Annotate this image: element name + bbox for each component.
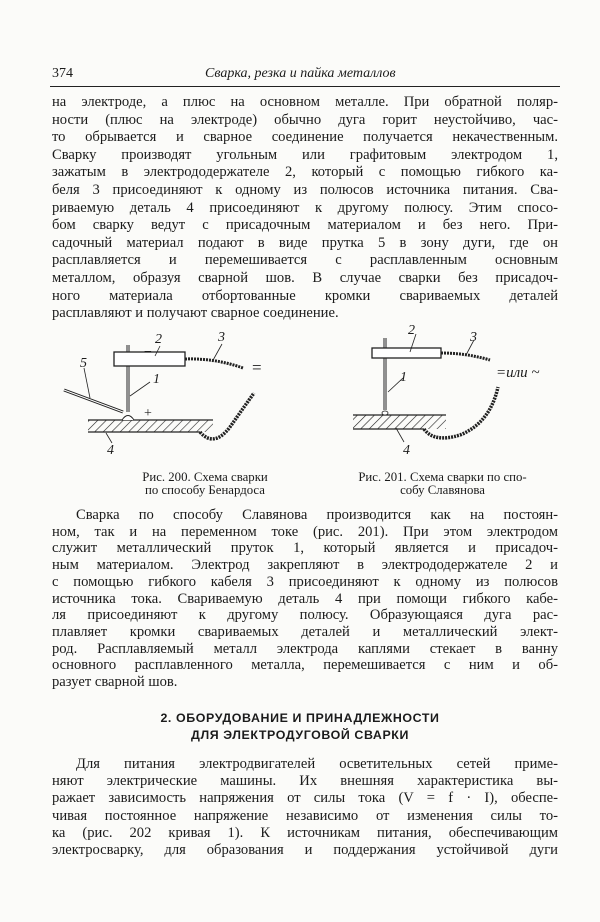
text-line: ля присоединяют к другому полюсу. Образующаяся дуга рас- [52, 607, 558, 624]
dc-or-ac-symbol: =или ~ [496, 365, 540, 381]
text-line: ности (плюс на электроде) обычно дуга горит неустойчиво, час- [52, 111, 558, 128]
text-line: беля 3 присоединяют к одному из полюсов источника питания. Сва- [52, 182, 558, 198]
text-line: садочный материал подают в виде прутка 5 в зону дуги, где он [52, 234, 558, 251]
figure-200-caption [120, 471, 290, 497]
text-line: источника тока. Свариваемую деталь 4 при помощи гибкого кабе- [52, 590, 558, 607]
text-line: род. Расплавляемый металл электрода каплями стекает в ванну [52, 640, 558, 657]
caption-line: по способу Бенардоса [145, 483, 265, 497]
figure-201-caption [340, 471, 545, 497]
label-1: 1 [153, 372, 160, 387]
section-heading-line-2: ДЛЯ ЭЛЕКТРОДУГОВОЙ СВАРКИ [191, 728, 409, 742]
text-line: няют электрические машины. Их внешняя характеристика вы- [52, 773, 558, 790]
text-line: плавляет кромки свариваемых деталей и металлический элект- [52, 623, 558, 640]
label-4: 4 [403, 443, 410, 458]
text-line: металлом, образуя сварной шов. В случае сварки без присадоч- [52, 270, 558, 286]
cable [185, 359, 243, 368]
text-line: служит металлический пруток 1, который является и присадоч- [52, 540, 558, 557]
label-2: 2 [408, 323, 415, 338]
text-line: ным материалом. Электрод закрепляют в электрододержателе 2 и [52, 557, 558, 574]
label-3: 3 [470, 330, 477, 345]
text-line: Сварка по способу Славянова производится как на постоян- [76, 507, 558, 523]
text-line: ка (рис. 202 кривая 1). К источникам питания, обеспечивающим [52, 824, 558, 841]
dc-symbol: = [252, 358, 262, 377]
text-line: основного расплавленного металла, перемешивается с ним и об- [52, 657, 558, 674]
text-line: на электроде, а плюс на основном металле. При обратной поляр- [52, 94, 558, 110]
weld-bead [122, 416, 134, 421]
text-line: расплавляют и получают сварное соединение. [52, 305, 339, 322]
text-line: разует сварной шов. [52, 674, 178, 690]
plus-sign: + [144, 406, 152, 421]
text-line: риваемую деталь 4 присоединяют к другому полюсу. Этим спосо- [52, 199, 558, 216]
text-line: Сварку производят угольным или графитовым электродом 1, [52, 146, 558, 163]
caption-line: собу Славянова [400, 483, 485, 497]
label-1: 1 [400, 370, 407, 385]
text-line: электросварку, для образования и поддержания устойчивой дуги [52, 842, 558, 858]
text-line: ном, так и на переменном токе (рис. 201). При этом электродом [52, 523, 558, 540]
figure-200-diagram [64, 330, 262, 458]
text-line: ного материала отбортованные кромки свариваемых деталей [52, 287, 558, 304]
section-heading-line-1: 2. ОБОРУДОВАНИЕ И ПРИНАДЛЕЖНОСТИ [160, 711, 440, 725]
text-line: Для питания электродвигателей осветительных сетей приме- [76, 756, 558, 772]
text-line: то обрывается и сварное соединение получается некачественным. [52, 129, 558, 146]
minus-sign: − [144, 345, 152, 360]
text-line: расплавляется и перемешивается с расплавленным основным [52, 252, 558, 269]
running-title: Сварка, резка и пайка металлов [205, 66, 396, 81]
label-5: 5 [80, 356, 87, 371]
page-number: 374 [52, 66, 73, 81]
figure-201-diagram [353, 323, 540, 458]
caption-line: Рис. 200. Схема сварки [142, 470, 268, 484]
label-3: 3 [218, 330, 225, 345]
text-line: бом сварку ведут с присадочным материалом и без него. При- [52, 217, 558, 234]
text-line: чивая постоянное напряжение независимо от изменения силы то- [52, 807, 558, 824]
label-2: 2 [155, 332, 162, 347]
text-line: с помощью гибкого кабеля 3 присоединяют к одному из полюсов [52, 573, 558, 590]
plate [88, 420, 213, 432]
ground-cable [200, 393, 254, 439]
text-line: зажатым в электрододержателе 2, который с помощью гибкого ка- [52, 164, 558, 181]
caption-line: Рис. 201. Схема сварки по спо- [358, 470, 527, 484]
label-4: 4 [107, 443, 114, 458]
text-line: ражает зависимость напряжения от силы тока (V = f · I), обеспе- [52, 790, 558, 807]
